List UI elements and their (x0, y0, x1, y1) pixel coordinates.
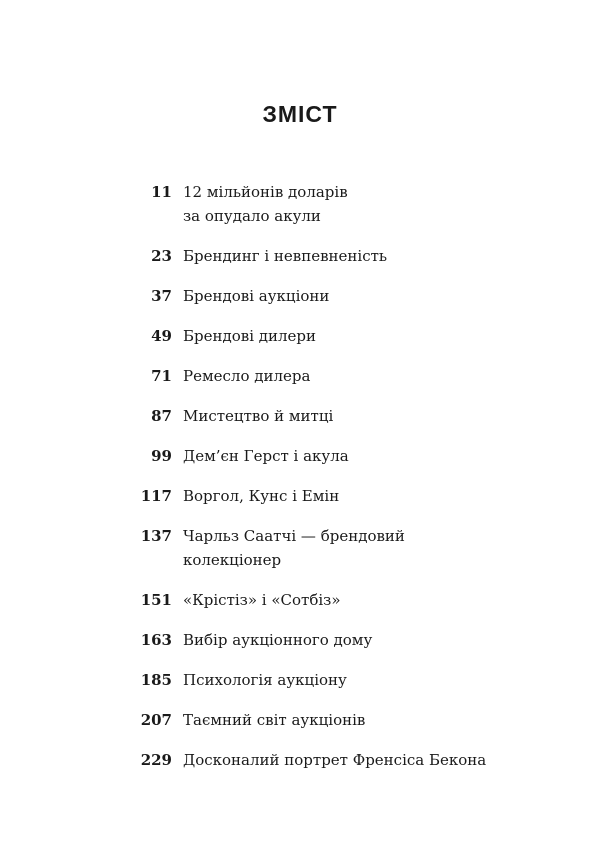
toc-entry[interactable] (0, 324, 600, 348)
toc-chapter-title: Брендинг і невпевненість (183, 247, 388, 265)
toc-chapter-title: Ремесло дилера (183, 367, 311, 385)
table-of-contents (0, 180, 600, 788)
toc-entry[interactable] (0, 668, 600, 692)
toc-chapter-title: 12 мільйонів доларів за опудало акули (183, 183, 348, 225)
toc-page-number: 137 (140, 527, 172, 545)
toc-page-number: 229 (140, 751, 172, 769)
toc-page-number: 207 (140, 711, 172, 729)
toc-chapter-title: Брендові аукціони (183, 287, 330, 305)
toc-page-number: 185 (140, 671, 172, 689)
toc-entry[interactable] (0, 588, 600, 612)
toc-chapter-title: Воргол, Кунс і Емін (183, 487, 340, 505)
toc-entry[interactable] (0, 244, 600, 268)
toc-chapter-title: Чарльз Саатчі — брендовий колекціонер (183, 527, 405, 569)
toc-chapter-title: Досконалий портрет Френсіса Бекона (183, 751, 487, 769)
toc-page-number: 151 (140, 591, 172, 609)
toc-entry[interactable] (0, 364, 600, 388)
toc-entry[interactable] (0, 404, 600, 428)
toc-entry[interactable] (0, 284, 600, 308)
toc-entry[interactable] (0, 444, 600, 468)
toc-entry[interactable] (0, 628, 600, 652)
toc-chapter-title: Брендові дилери (183, 327, 317, 345)
toc-entry[interactable] (0, 708, 600, 732)
toc-page-number: 11 (151, 183, 172, 201)
toc-entry[interactable] (0, 180, 600, 228)
toc-page-number: 71 (151, 367, 172, 385)
toc-chapter-title: Таємний світ аукціонів (183, 711, 366, 729)
toc-chapter-title: Дем’єн Герст і акула (183, 447, 349, 465)
toc-page-number: 163 (140, 631, 172, 649)
toc-page-number: 49 (151, 327, 172, 345)
toc-page-number: 37 (151, 287, 172, 305)
toc-chapter-title: «Крістіз» і «Сотбіз» (183, 591, 341, 609)
toc-page-number: 23 (151, 247, 172, 265)
toc-chapter-title: Психологія аукціону (183, 671, 347, 689)
toc-entry[interactable] (0, 524, 600, 572)
toc-chapter-title: Вибір аукціонного дому (183, 631, 373, 649)
toc-page-number: 117 (140, 487, 172, 505)
toc-page-number: 99 (151, 447, 172, 465)
toc-entry[interactable] (0, 748, 600, 772)
toc-chapter-title: Мистецтво й митці (183, 407, 334, 425)
toc-page-number: 87 (151, 407, 172, 425)
toc-entry[interactable] (0, 484, 600, 508)
page-title: ЗМІСТ (262, 101, 338, 127)
